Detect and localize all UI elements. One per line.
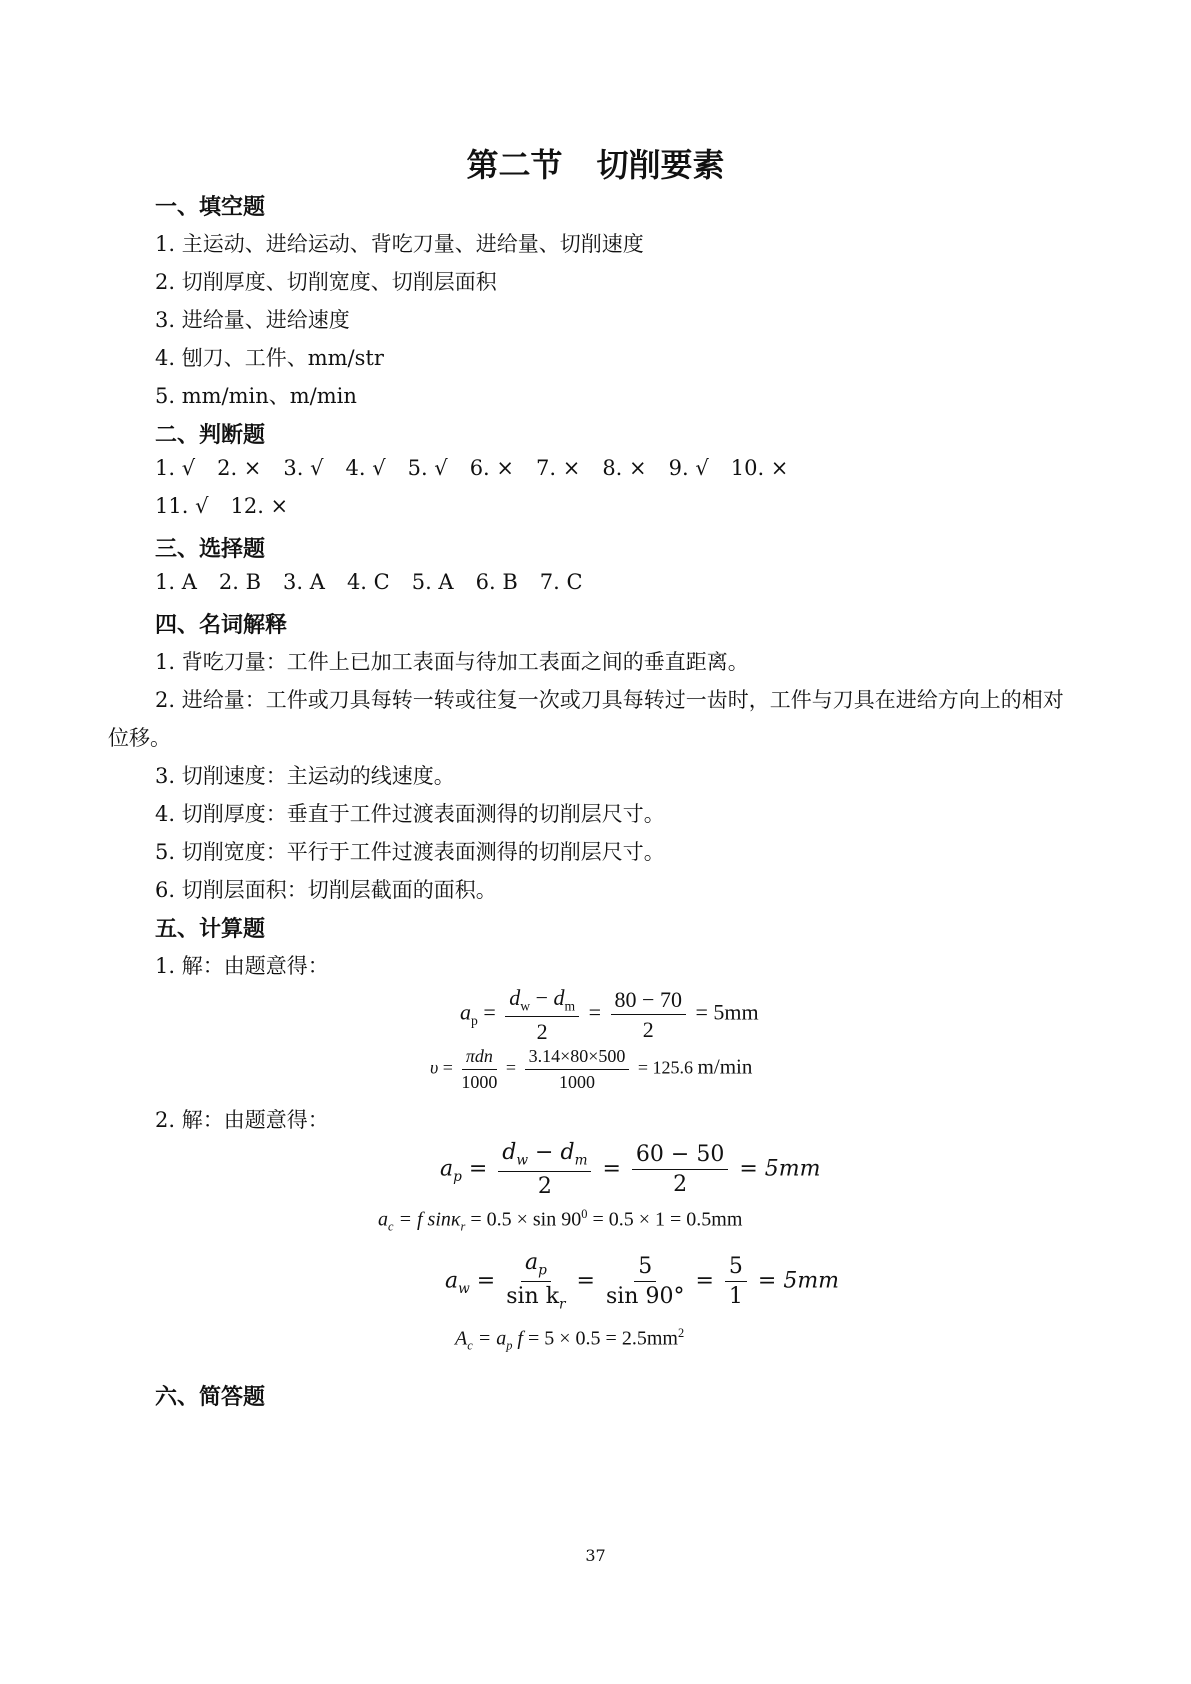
section-heading-terms: 四、名词解释 bbox=[155, 613, 288, 638]
list-item: 5. 切削宽度：平行于工件过渡表面测得的切削层尺寸。 bbox=[155, 840, 665, 864]
question-intro: 1. 解：由题意得： bbox=[155, 954, 329, 978]
section-heading-true-false: 二、判断题 bbox=[155, 423, 266, 448]
page-title-topic: 切削要素 bbox=[596, 146, 725, 184]
equation: $A_c = a_p$ $f = 5 \times 0.5 = 2.5mm^2$ bbox=[455, 1326, 685, 1353]
list-item: 4. 切削厚度：垂直于工件过渡表面测得的切削层尺寸。 bbox=[155, 802, 665, 826]
list-item: 4. 刨刀、工件、mm/str bbox=[155, 346, 384, 370]
list-item: 3. 进给量、进给速度 bbox=[155, 308, 350, 332]
answer: 2. × bbox=[217, 456, 262, 480]
answer: 3. √ bbox=[283, 456, 324, 480]
page-number: 37 bbox=[585, 1546, 606, 1565]
answer: 7. × bbox=[536, 456, 581, 480]
answer: 4. √ bbox=[345, 456, 386, 480]
section-heading-calculation: 五、计算题 bbox=[155, 917, 266, 942]
list-item: 位移。 bbox=[108, 726, 171, 750]
answer: 7. C bbox=[539, 570, 583, 594]
list-item: 1. 背吃刀量：工件上已加工表面与待加工表面之间的垂直距离。 bbox=[155, 650, 749, 674]
equation: $a_p$ = $\frac{d_w - d_m}{2}$ = $\frac{60 - 50}{2}$ = 5mm bbox=[440, 1140, 821, 1200]
answer: 6. × bbox=[469, 456, 514, 480]
list-item: 3. 切削速度：主运动的线速度。 bbox=[155, 764, 455, 788]
answer: 9. √ bbox=[668, 456, 709, 480]
answer: 1. A bbox=[155, 570, 197, 594]
equation: $a_w$ = $\frac{a_p}{\sin k_r}$ = $\frac{5}{\sin 90^\circ}$ = $\frac{5}{1}$ = 5mm bbox=[445, 1250, 840, 1313]
question-intro: 2. 解：由题意得： bbox=[155, 1108, 329, 1132]
answer: 3. A bbox=[283, 570, 325, 594]
answer: 4. C bbox=[346, 570, 390, 594]
answer: 5. √ bbox=[407, 456, 448, 480]
list-item: 6. 切削层面积：切削层截面的面积。 bbox=[155, 878, 497, 902]
answer: 10. × bbox=[730, 456, 789, 480]
answer: 6. B bbox=[475, 570, 518, 594]
answer-row bbox=[155, 494, 310, 518]
section-heading-multiple-choice: 三、选择题 bbox=[155, 537, 266, 562]
list-item: 2. 进给量：工件或刀具每转一转或往复一次或刀具每转过一齿时，工件与刀具在进给方向上的相对 bbox=[155, 688, 1064, 712]
equation: $a_p$ = $\frac{d_w - d_m}{2}$ = $\frac{80 - 70}{2}$ = 5mm bbox=[460, 985, 759, 1045]
list-item: 2. 切削厚度、切削宽度、切削层面积 bbox=[155, 270, 497, 294]
list-item: 1. 主运动、进给运动、背吃刀量、进给量、切削速度 bbox=[155, 232, 644, 256]
answer: 8. × bbox=[602, 456, 647, 480]
answer: 2. B bbox=[218, 570, 262, 594]
answer: 12. × bbox=[230, 494, 289, 518]
answer: 1. √ bbox=[155, 456, 196, 480]
answer: 5. A bbox=[411, 570, 454, 594]
page-title bbox=[0, 140, 1191, 186]
section-heading-short-answer: 六、简答题 bbox=[155, 1385, 266, 1410]
page-title-section: 第二节 bbox=[466, 146, 563, 184]
section-heading-fill-blank: 一、填空题 bbox=[155, 195, 266, 220]
list-item: 5. mm/min、m/min bbox=[155, 384, 357, 408]
answer-row bbox=[155, 456, 810, 480]
equation: υ = $\frac{\text{πdn}}{1000}$ = $\frac{3.14\times 80\times 500}{1000}$ = 125.6 m/min bbox=[430, 1046, 753, 1092]
answer-row bbox=[155, 570, 605, 594]
answer: 11. √ bbox=[155, 494, 209, 518]
equation: $a_c = f$ $\sin\kappa_r = 0.5 \times \sin 90^0 = 0.5 \times 1 = 0.5mm$ bbox=[378, 1207, 743, 1234]
